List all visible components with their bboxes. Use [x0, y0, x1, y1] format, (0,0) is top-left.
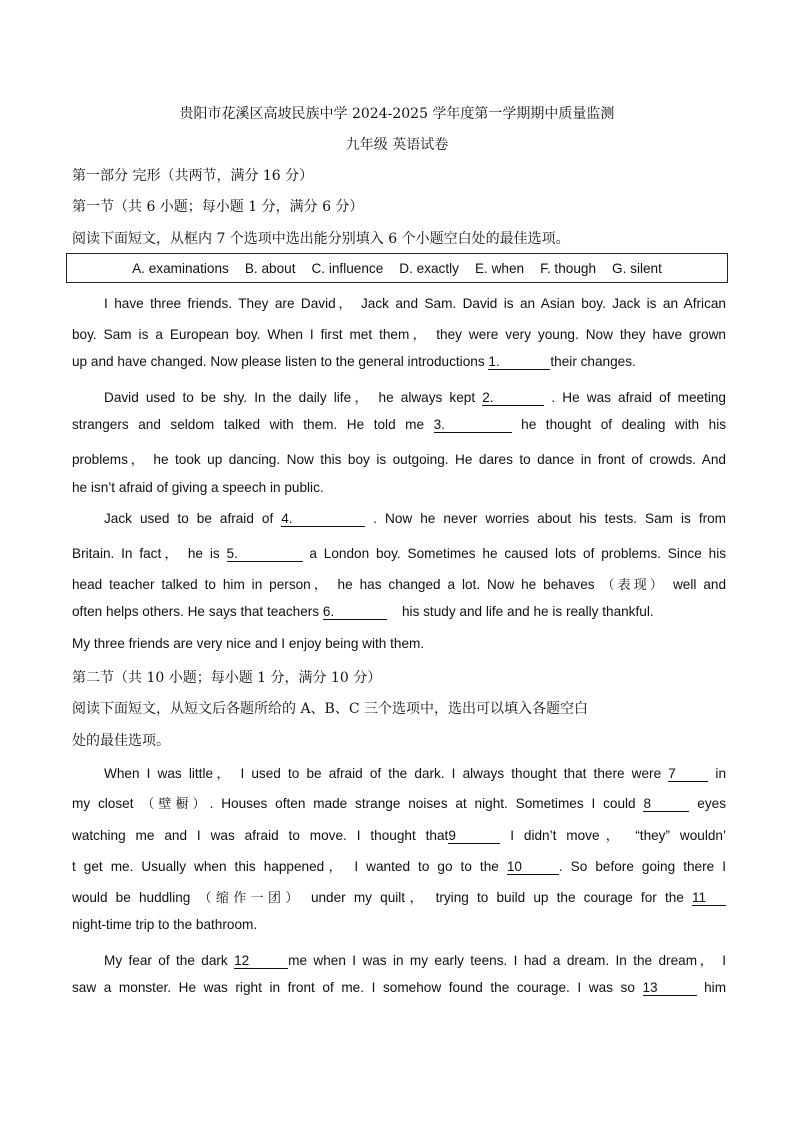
- option-c: C. influence: [311, 260, 384, 276]
- blank-7[interactable]: 7: [668, 767, 708, 782]
- option-b: B. about: [244, 260, 296, 276]
- gloss: （壁橱）: [141, 797, 210, 812]
- section2-heading: 第二节（共 10 小题；每小题 1 分，满分 10 分）: [72, 670, 382, 686]
- section1-instruction: 阅读下面短文，从框内 7 个选项中选出能分别填入 6 个小题空白处的最佳选项。: [72, 231, 570, 247]
- passage1-line: problems， he took up dancing. Now this boy is outgoing. He dares to dance in front of crowds. And: [72, 452, 726, 467]
- section1-heading: 第一节（共 6 小题；每小题 1 分，满分 6 分）: [72, 199, 364, 215]
- passage1-line: boy. Sam is a European boy. When I first met them， they were very young. Now they have grown: [72, 327, 726, 342]
- option-f: F. though: [540, 260, 597, 276]
- blank-1[interactable]: 1.: [488, 355, 550, 370]
- part1-heading: 第一部分 完形（共两节，满分 16 分）: [72, 168, 314, 184]
- blank-5[interactable]: 5.: [227, 547, 303, 562]
- passage2-line: My fear of the dark 12 me when I was in my early teens. I had a dream. In the dream， I: [104, 953, 726, 968]
- option-g: G. silent: [612, 260, 662, 276]
- passage2-line: would be huddling （缩作一团） under my quilt， trying to build up the courage for the 11: [72, 886, 726, 906]
- gloss: （缩作一团）: [198, 891, 303, 906]
- passage1-line: often helps others. He says that teachers 6. his study and life and he is really thankful.: [72, 604, 654, 619]
- option-d: D. exactly: [399, 260, 459, 276]
- blank-2[interactable]: 2.: [482, 391, 544, 406]
- passage1-line: David used to be shy. In the daily life， he always kept 2. . He was afraid of meeting: [104, 390, 726, 405]
- passage1-line: strangers and seldom talked with them. He told me 3. he thought of dealing with his: [72, 417, 727, 432]
- blank-10[interactable]: 10: [507, 860, 559, 875]
- blank-12[interactable]: 12: [234, 954, 288, 969]
- passage2-line: When I was little， I used to be afraid of the dark. I always thought that there were 7 in: [104, 766, 727, 781]
- passage2-line: t get me. Usually when this happened， I wanted to go to the 10 . So before going there I: [72, 859, 727, 874]
- blank-9[interactable]: 9: [448, 829, 500, 844]
- exam-subtitle: 九年级 英语试卷: [345, 137, 449, 153]
- passage2-line: night-time trip to the bathroom.: [72, 917, 258, 932]
- passage1-line: Jack used to be afraid of 4. . Now he never worries about his tests. Sam is from: [104, 511, 727, 526]
- passage1-line: head teacher talked to him in person， he has changed a lot. Now he behaves （表现） well and: [72, 577, 726, 593]
- passage1-line: up and have changed. Now please listen to the general introductions 1. their changes.: [72, 354, 636, 369]
- passage1-line: he isn’t afraid of giving a speech in public.: [72, 480, 324, 495]
- blank-4[interactable]: 4.: [281, 512, 365, 527]
- passage1-line: Britain. In fact， he is 5. a London boy. Sometimes he caused lots of problems. Since his: [72, 546, 727, 561]
- blank-6[interactable]: 6.: [323, 605, 387, 620]
- blank-13[interactable]: 13: [643, 981, 697, 996]
- options-box: [66, 253, 728, 283]
- passage1-line: My three friends are very nice and I enjoy being with them.: [72, 636, 425, 651]
- gloss: （表现）: [601, 578, 667, 593]
- blank-11[interactable]: 11: [692, 891, 726, 906]
- blank-8[interactable]: 8: [643, 797, 689, 812]
- option-e: E. when: [474, 260, 525, 276]
- exam-title: 贵阳市花溪区高坡民族中学 2024-2025 学年度第一学期期中质量监测: [179, 106, 615, 122]
- passage2-line: my closet （壁橱）. Houses often made strange noises at night. Sometimes I could 8 eyes: [72, 796, 726, 812]
- option-a: A. examinations: [132, 260, 229, 276]
- passage1-line: I have three friends. They are David， Jack and Sam. David is an Asian boy. Jack is an African: [104, 296, 726, 311]
- passage2-line: saw a monster. He was right in front of me. I somehow found the courage. I was so 13 him: [72, 980, 727, 995]
- section2-instruction: 处的最佳选项。: [72, 733, 170, 749]
- section2-instruction: 阅读下面短文，从短文后各题所给的 A、B、C 三个选项中，选出可以填入各题空白: [72, 701, 589, 717]
- blank-3[interactable]: 3.: [434, 418, 512, 433]
- passage2-line: watching me and I was afraid to move. I thought that9 I didn’t move， “they” wouldn’: [72, 828, 727, 843]
